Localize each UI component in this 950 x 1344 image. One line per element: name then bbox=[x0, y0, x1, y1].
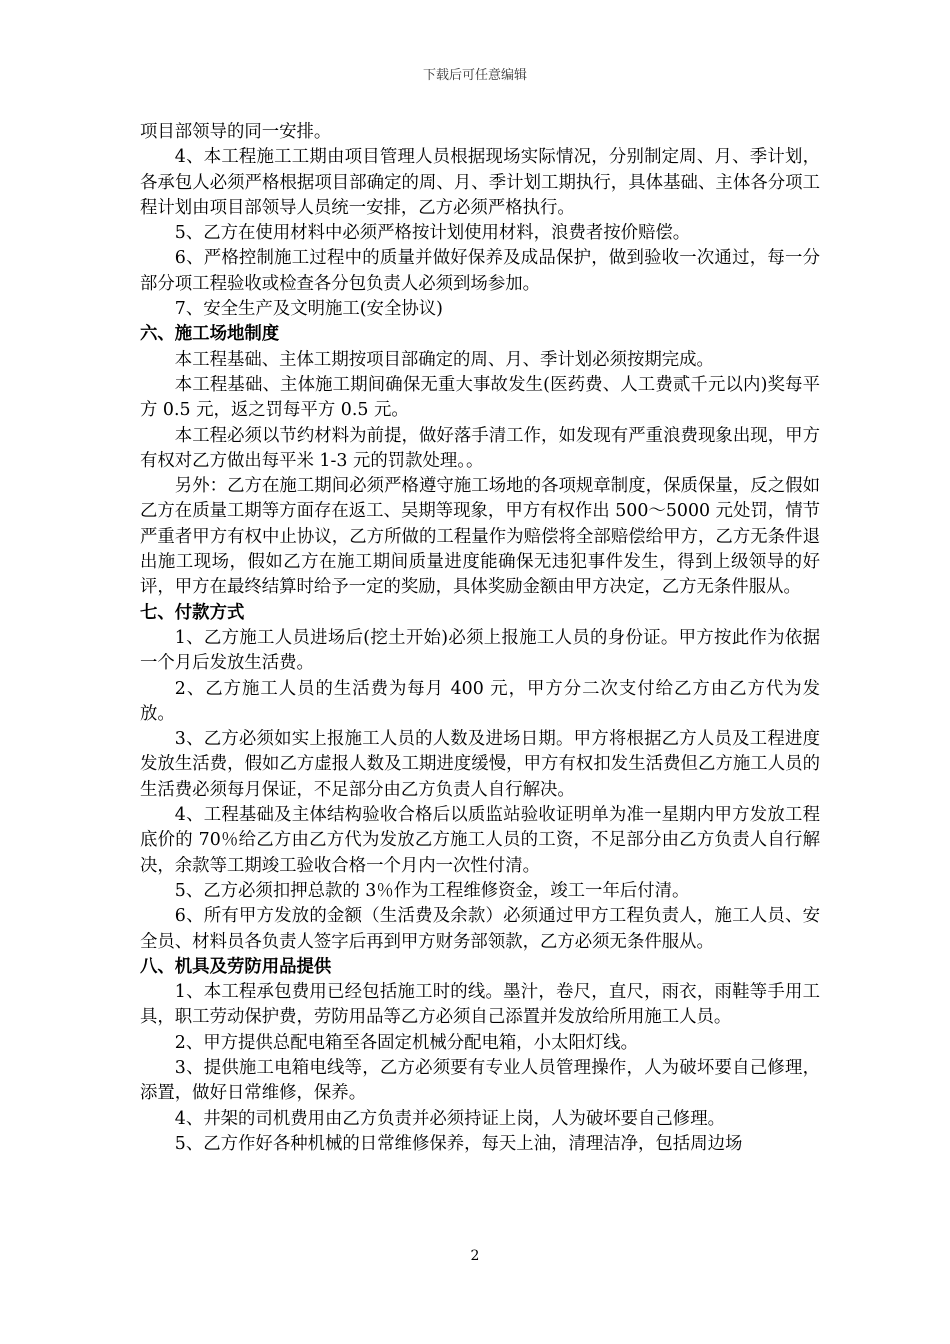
paragraph: 6、严格控制施工过程中的质量并做好保养及成品保护，做到验收一次通过，每一分部分项工程验收或检查各分包负责人必须到场参加。 bbox=[140, 248, 820, 294]
paragraph: 5、乙方作好各种机械的日常维修保养，每天上油，清理洁净，包括周边场 bbox=[174, 1133, 743, 1154]
section-heading: 七、付款方式 bbox=[140, 602, 245, 623]
paragraph: 4、本工程施工工期由项目管理人员根据现场实际情况，分别制定周、月、季计划，各承包人必须严格根据项目部确定的周、月、季计划工期执行，具体基础、主体各分项工程计划由项目部领导人员统一安排，乙方必须严格执行。 bbox=[140, 147, 820, 218]
document-body bbox=[140, 120, 820, 1157]
page-number: 2 bbox=[470, 1248, 480, 1264]
paragraph: 2、乙方施工人员的生活费为每月 400 元，甲方分二次支付给乙方由乙方代为发放。 bbox=[140, 678, 820, 724]
paragraph: 4、井架的司机费用由乙方负责并必须持证上岗，人为破坏要自己修理。 bbox=[174, 1108, 725, 1129]
paragraph: 本工程基础、主体施工期间确保无重大事故发生(医药费、人工费贰千元以内)奖每平方 0.5 元，返之罚每平方 0.5 元。 bbox=[140, 374, 820, 421]
paragraph: 7、安全生产及文明施工(安全协议) bbox=[174, 299, 443, 320]
paragraph: 1、乙方施工人员进场后(挖土开始)必须上报施工人员的身份证。甲方按此作为依据一个月后发放生活费。 bbox=[140, 627, 820, 674]
paragraph: 另外：乙方在施工期间必须严格遵守施工场地的各项规章制度，保质保量，反之假如乙方在质量工期等方面存在返工、吴期等现象，甲方有权作出 500～5000 元处罚，情节严重者甲方有权中止协议，乙方所做的工程量作为赔偿将全部赔偿给甲方，乙方无条件退出施工现场，假如乙方在施工期间质量进度能确保无违犯事件发生，得到上级领导的好评，甲方在最终结算时给予一定的奖励，具体奖励金额由甲方决定，乙方无条件服从。 bbox=[140, 476, 820, 598]
paragraph: 本工程必须以节约材料为前提，做好落手清工作，如发现有严重浪费现象出现，甲方有权对乙方做出每平米 1-3 元的罚款处理。。 bbox=[140, 425, 820, 471]
paragraph: 本工程基础、主体工期按项目部确定的周、月、季计划必须按期完成。 bbox=[174, 349, 714, 370]
section-heading: 八、机具及劳防用品提供 bbox=[140, 956, 332, 977]
paragraph: 3、提供施工电箱电线等，乙方必须要有专业人员管理操作，人为破坏要自己修理，添置，做好日常维修，保养。 bbox=[140, 1057, 820, 1104]
paragraph: 项目部领导的同一安排。 bbox=[140, 122, 332, 142]
paragraph: 2、甲方提供总配电箱至各固定机械分配电箱，小太阳灯线。 bbox=[174, 1032, 639, 1053]
paragraph: 4、工程基础及主体结构验收合格后以质监站验收证明单为准一星期内甲方发放工程底价的 70％给乙方由乙方代为发放乙方施工人员的工资，不足部分由乙方负责人自行解决，余款等工期竣工验收合格一个月内一次性付清。 bbox=[140, 805, 820, 876]
section-heading: 六、施工场地制度 bbox=[140, 324, 280, 345]
paragraph: 6、所有甲方发放的金额（生活费及余款）必须通过甲方工程负责人，施工人员、安全员、材料员各负责人签字后再到甲方财务部领款，乙方必须无条件服从。 bbox=[140, 906, 820, 952]
paragraph: 5、乙方在使用材料中必须严格按计划使用材料，浪费者按价赔偿。 bbox=[174, 223, 691, 244]
page-header: 下载后可任意编辑 bbox=[422, 68, 527, 83]
paragraph: 3、乙方必须如实上报施工人员的人数及进场日期。甲方将根据乙方人员及工程进度发放生活费，假如乙方虚报人数及工期进度缓慢，甲方有权扣发生活费但乙方施工人员的生活费必须每月保证，不足部分由乙方负责人自行解决。 bbox=[140, 729, 820, 800]
paragraph: 1、本工程承包费用已经包括施工时的线。墨汁，卷尺，直尺，雨衣，雨鞋等手用工具，职工劳动保护费，劳防用品等乙方必须自己添置并发放给所用施工人员。 bbox=[140, 982, 820, 1028]
paragraph: 5、乙方必须扣押总款的 3％作为工程维修资金，竣工一年后付清。 bbox=[174, 880, 690, 901]
